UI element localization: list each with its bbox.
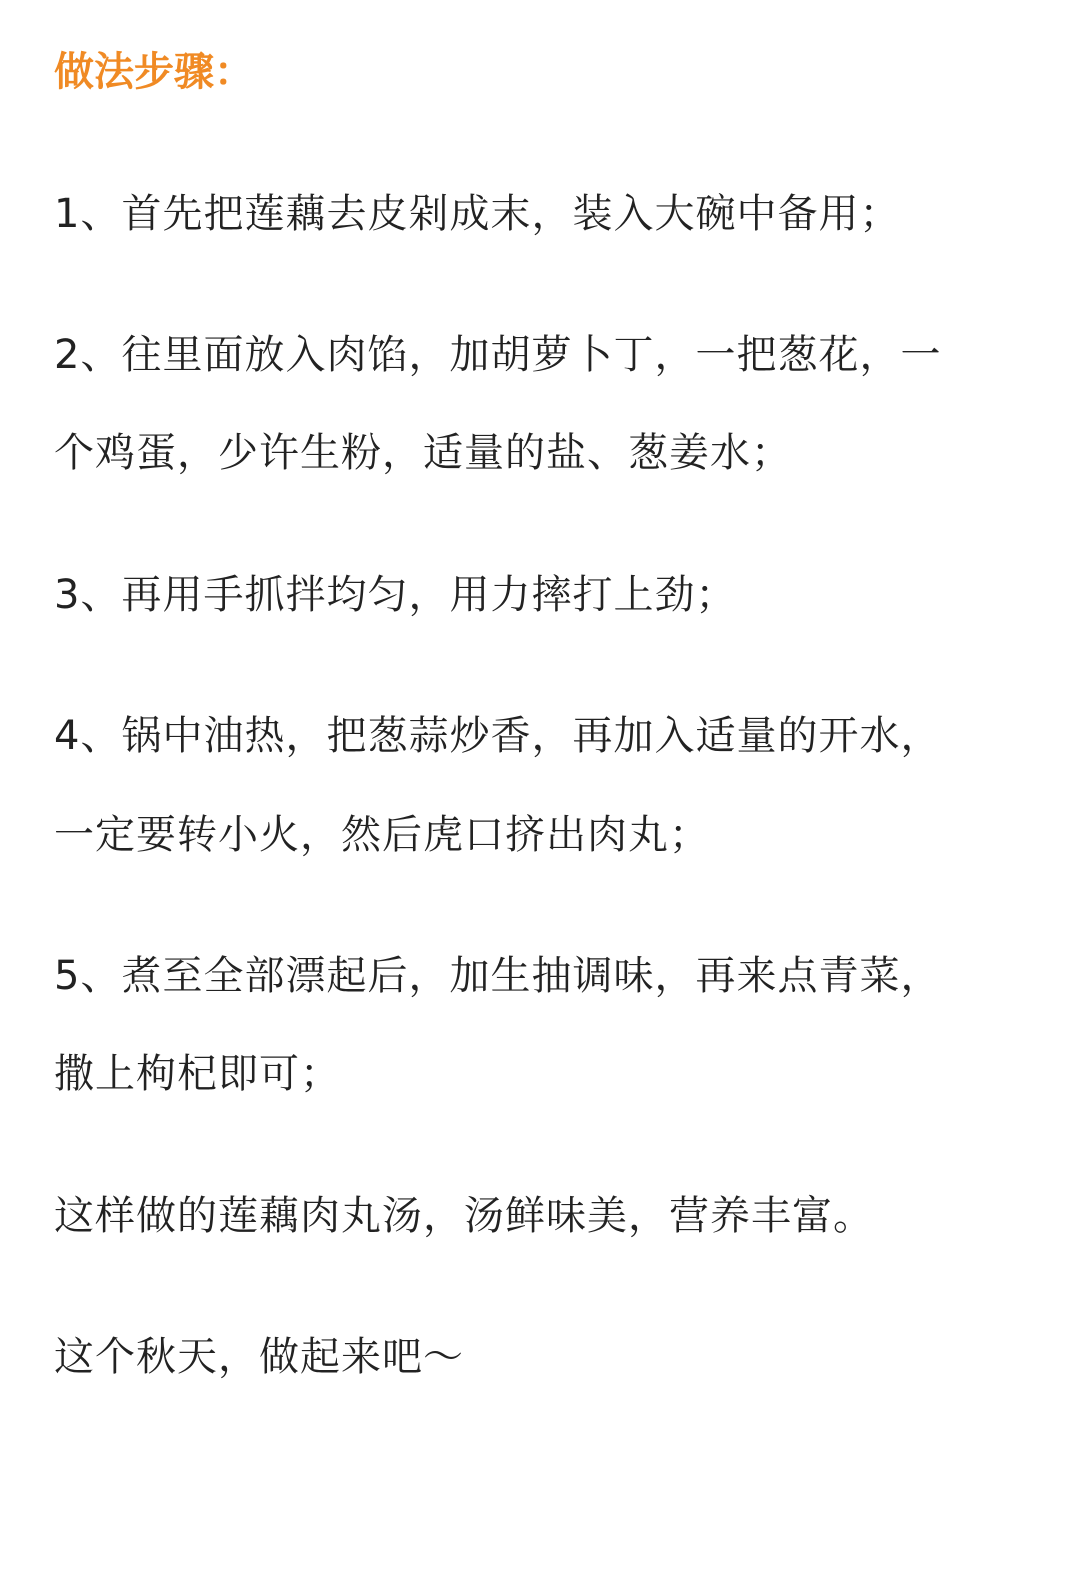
step-4-line-2: 一定要转小火，然后虎口挤出肉丸；: [54, 812, 710, 858]
step-5-line-2: 撒上枸杞即可；: [54, 1051, 341, 1097]
step-1-line-1: 1、首先把莲藕去皮剁成末，装入大碗中备用；: [54, 191, 901, 237]
closing-line-1: 这样做的莲藕肉丸汤，汤鲜味美，营养丰富。: [54, 1193, 874, 1239]
step-2-line-2: 个鸡蛋，少许生粉，适量的盐、葱姜水；: [54, 430, 792, 476]
step-4-line-1: 4、锅中油热，把葱蒜炒香，再加入适量的开水，: [54, 713, 942, 759]
step-3-line-1: 3、再用手抓拌均匀，用力摔打上劲；: [54, 572, 737, 618]
step-5-line-1: 5、煮至全部漂起后，加生抽调味，再来点青菜，: [54, 953, 942, 999]
closing-line-2: 这个秋天，做起来吧～: [54, 1334, 464, 1380]
section-heading: 做法步骤：: [54, 49, 254, 95]
step-2-line-1: 2、往里面放入肉馅，加胡萝卜丁，一把葱花，一: [54, 332, 942, 378]
